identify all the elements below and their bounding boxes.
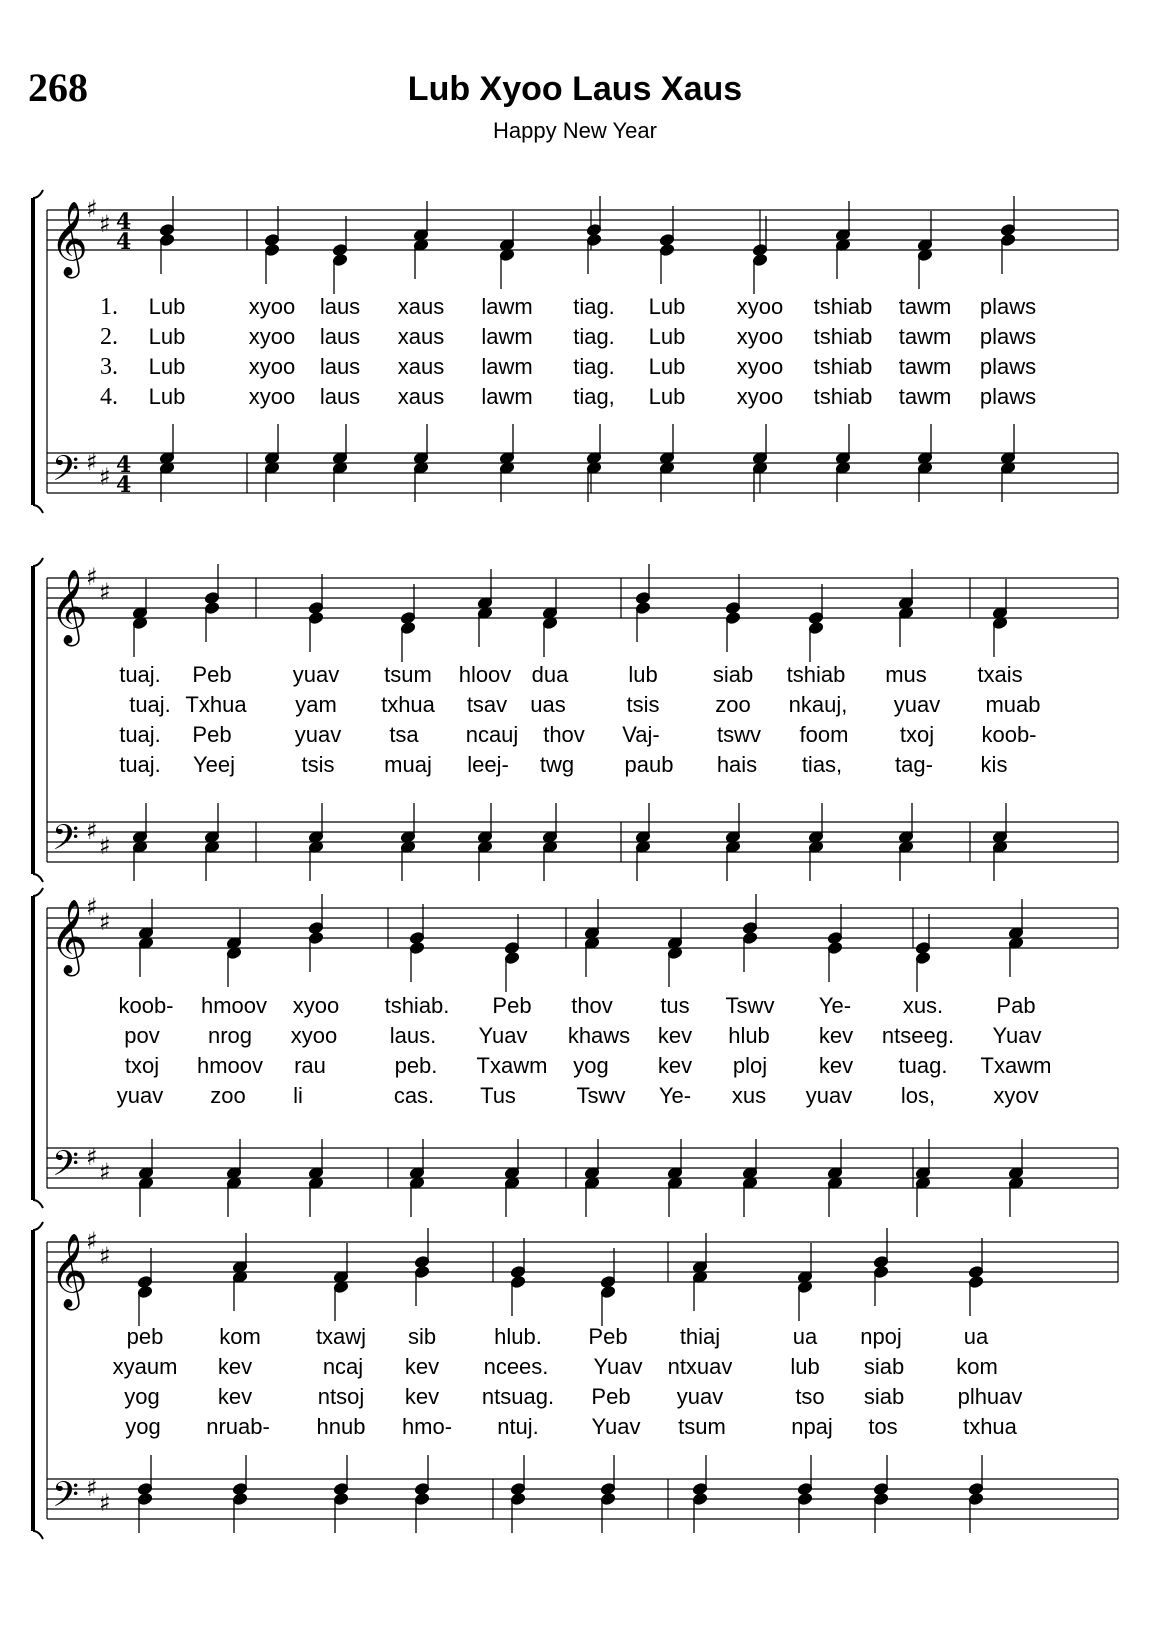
- lyric-syllable: thov: [543, 722, 585, 747]
- lyric-syllable: hloov: [458, 662, 512, 687]
- lyric-syllable: yuav: [116, 1083, 164, 1108]
- lyric-syllable: Vaj-: [622, 722, 660, 747]
- lyric-syllable: Tus: [480, 1083, 516, 1108]
- lyric-syllable: tsav: [466, 692, 508, 717]
- lyric-syllable: xyoo: [736, 354, 784, 379]
- lyric-syllable: cas.: [393, 1083, 435, 1108]
- bass-clef-icon: 𝄢: [52, 1474, 80, 1523]
- lyric-syllable: yuav: [893, 692, 941, 717]
- lyric-syllable: tshiab: [813, 294, 873, 319]
- lyric-syllable: koob-: [981, 722, 1037, 747]
- time-signature: 4: [116, 229, 132, 255]
- lyric-syllable: xaus: [397, 384, 445, 409]
- lyric-syllable: laus: [319, 294, 361, 319]
- lyric-syllable: laus: [319, 384, 361, 409]
- lyric-syllable: ntuj.: [497, 1414, 539, 1439]
- lyric-syllable: plaws: [979, 354, 1037, 379]
- verse-number: 1.: [100, 294, 118, 320]
- lyric-syllable: tawm: [898, 324, 952, 349]
- lyric-syllable: ntsoj: [317, 1384, 365, 1409]
- lyric-syllable: kom: [219, 1324, 261, 1349]
- lyric-syllable: tos: [868, 1414, 898, 1439]
- lyric-syllable: zoo: [210, 1083, 246, 1108]
- lyric-syllable: Lub: [148, 294, 186, 319]
- lyric-syllable: uas: [530, 692, 566, 717]
- lyric-syllable: laus: [319, 354, 361, 379]
- sharp-sign: ♯: [86, 448, 98, 476]
- lyric-syllable: Tswv: [725, 993, 775, 1018]
- lyric-syllable: kev: [217, 1354, 253, 1379]
- lyric-syllable: txoj: [124, 1053, 160, 1078]
- lyric-syllable: kis: [980, 752, 1008, 777]
- lyric-syllable: ploj: [732, 1053, 768, 1078]
- bass-clef-icon: 𝄢: [52, 817, 80, 866]
- lyric-syllable: Txawm: [476, 1053, 548, 1078]
- lyric-syllable: xyoo: [248, 354, 296, 379]
- lyric-syllable: yuav: [294, 722, 342, 747]
- lyric-syllable: yog: [573, 1053, 609, 1078]
- lyric-syllable: thov: [571, 993, 613, 1018]
- lyric-syllable: kev: [217, 1384, 253, 1409]
- lyric-syllable: Peb: [588, 1324, 628, 1349]
- lyric-syllable: kev: [818, 1023, 854, 1048]
- lyric-syllable: tsum: [678, 1414, 726, 1439]
- lyric-syllable: tsis: [626, 692, 660, 717]
- sharp-sign: ♯: [86, 1227, 98, 1255]
- lyric-syllable: tuag.: [898, 1053, 948, 1078]
- sharp-sign: ♯: [99, 210, 111, 238]
- lyric-syllable: xyoo: [290, 1023, 338, 1048]
- lyric-syllable: hmoov: [200, 993, 268, 1018]
- lyric-syllable: Lub: [148, 354, 186, 379]
- lyric-syllable: tshiab: [813, 384, 873, 409]
- lyric-syllable: lawm: [481, 354, 533, 379]
- bracket-top: [33, 1222, 43, 1230]
- lyric-syllable: khaws: [567, 1023, 631, 1048]
- lyric-syllable: nruab-: [206, 1414, 270, 1439]
- lyric-syllable: Yuav: [591, 1414, 641, 1439]
- lyric-syllable: kev: [404, 1354, 440, 1379]
- lyric-syllable: tawm: [898, 384, 952, 409]
- lyric-syllable: tshiab: [786, 662, 846, 687]
- lyric-syllable: plaws: [979, 384, 1037, 409]
- sharp-sign: ♯: [99, 1489, 111, 1517]
- bass-clef-icon: 𝄢: [52, 448, 80, 497]
- sharp-sign: ♯: [86, 893, 98, 921]
- lyric-syllable: tsis: [301, 752, 335, 777]
- lyric-syllable: npaj: [791, 1414, 833, 1439]
- lyric-syllable: tshiab: [813, 324, 873, 349]
- lyric-syllable: dua: [531, 662, 569, 687]
- lyric-syllable: lub: [628, 662, 658, 687]
- lyric-syllable: hnub: [316, 1414, 366, 1439]
- lyric-syllable: ntxuav: [667, 1354, 733, 1379]
- lyric-syllable: txoj: [899, 722, 935, 747]
- lyric-syllable: xyoo: [248, 294, 296, 319]
- lyric-syllable: tawm: [898, 354, 952, 379]
- sharp-sign: ♯: [86, 195, 98, 223]
- lyric-syllable: lub: [790, 1354, 820, 1379]
- lyric-syllable: twg: [539, 752, 575, 777]
- lyric-syllable: xyoo: [248, 384, 296, 409]
- verse-number: 4.: [100, 384, 118, 410]
- lyric-syllable: tsa: [389, 722, 419, 747]
- sharp-sign: ♯: [99, 832, 111, 860]
- lyric-syllable: xyaum: [112, 1354, 178, 1379]
- lyric-syllable: peb: [126, 1324, 164, 1349]
- lyric-syllable: Peb: [492, 993, 532, 1018]
- lyric-syllable: yuav: [805, 1083, 853, 1108]
- lyric-syllable: yam: [295, 692, 337, 717]
- lyric-syllable: tsum: [384, 662, 432, 687]
- lyric-syllable: sib: [407, 1324, 437, 1349]
- lyric-syllable: foom: [799, 722, 849, 747]
- lyric-syllable: laus.: [389, 1023, 437, 1048]
- treble-clef-icon: 𝄞: [50, 202, 88, 276]
- bracket-bottom: [33, 874, 43, 882]
- bracket-bottom: [33, 1531, 43, 1539]
- lyric-syllable: xus: [731, 1083, 767, 1108]
- lyric-syllable: rau: [294, 1053, 326, 1078]
- lyric-syllable: peb.: [394, 1053, 438, 1078]
- sharp-sign: ♯: [86, 563, 98, 591]
- sharp-sign: ♯: [86, 817, 98, 845]
- lyric-syllable: xyoo: [248, 324, 296, 349]
- lyric-syllable: plaws: [979, 324, 1037, 349]
- lyric-syllable: yuav: [292, 662, 340, 687]
- lyric-syllable: Lub: [648, 384, 686, 409]
- lyric-syllable: hais: [716, 752, 758, 777]
- lyric-syllable: tiag,: [573, 384, 615, 409]
- lyric-syllable: li: [293, 1083, 303, 1108]
- lyric-syllable: nrog: [207, 1023, 253, 1048]
- lyric-syllable: hmoov: [196, 1053, 264, 1078]
- lyric-syllable: Yeej: [192, 752, 236, 777]
- lyric-syllable: mus: [885, 662, 927, 687]
- lyric-syllable: xyoo: [736, 384, 784, 409]
- lyric-syllable: Yuav: [992, 1023, 1042, 1048]
- lyric-syllable: txawj: [315, 1324, 367, 1349]
- lyric-syllable: ncaj: [322, 1354, 364, 1379]
- treble-clef-icon: 𝄞: [50, 570, 88, 644]
- lyric-syllable: hmo-: [401, 1414, 453, 1439]
- lyric-syllable: tso: [795, 1384, 825, 1409]
- sharp-sign: ♯: [99, 578, 111, 606]
- lyric-syllable: yuav: [676, 1384, 724, 1409]
- lyric-syllable: paub: [624, 752, 674, 777]
- lyric-syllable: siab: [712, 662, 754, 687]
- lyric-syllable: kev: [657, 1023, 693, 1048]
- lyric-syllable: xaus: [397, 294, 445, 319]
- lyric-syllable: lawm: [481, 324, 533, 349]
- bracket-top: [33, 190, 43, 198]
- lyric-syllable: pov: [124, 1023, 160, 1048]
- time-signature: 4: [116, 209, 132, 235]
- verse-number: 3.: [100, 354, 118, 380]
- lyric-syllable: Peb: [591, 1384, 631, 1409]
- lyric-syllable: siab: [863, 1384, 905, 1409]
- lyric-syllable: ntsuag.: [481, 1384, 555, 1409]
- lyric-syllable: ncees.: [483, 1354, 549, 1379]
- lyric-syllable: los,: [900, 1083, 936, 1108]
- lyric-syllable: tiag.: [573, 294, 615, 319]
- lyric-syllable: plaws: [979, 294, 1037, 319]
- lyric-syllable: xaus: [397, 354, 445, 379]
- sharp-sign: ♯: [86, 1474, 98, 1502]
- lyric-syllable: siab: [863, 1354, 905, 1379]
- lyric-syllable: tiag.: [573, 354, 615, 379]
- lyric-syllable: kev: [657, 1053, 693, 1078]
- lyric-syllable: ua: [792, 1324, 818, 1349]
- sharp-sign: ♯: [86, 1143, 98, 1171]
- lyric-syllable: Ye-: [818, 993, 852, 1018]
- time-signature: 4: [116, 452, 132, 478]
- bracket-top: [33, 558, 43, 566]
- treble-clef-icon: 𝄞: [50, 1234, 88, 1308]
- lyric-syllable: txais: [977, 662, 1023, 687]
- lyric-syllable: Pab: [996, 993, 1036, 1018]
- lyric-syllable: tshiab.: [384, 993, 450, 1018]
- verse-number: 2.: [100, 324, 118, 350]
- lyric-syllable: ntseeg.: [881, 1023, 955, 1048]
- hymn-title: Lub Xyoo Laus Xaus: [407, 70, 743, 108]
- lyric-syllable: kev: [818, 1053, 854, 1078]
- lyric-syllable: muaj: [384, 752, 432, 777]
- lyric-syllable: hlub.: [494, 1324, 542, 1349]
- lyric-syllable: tuaj.: [129, 692, 171, 717]
- lyric-syllable: Txawm: [980, 1053, 1052, 1078]
- sharp-sign: ♯: [99, 463, 111, 491]
- lyric-syllable: nkauj,: [788, 692, 848, 717]
- lyric-syllable: txhua: [963, 1414, 1017, 1439]
- bracket-top: [33, 888, 43, 896]
- lyric-syllable: koob-: [118, 993, 174, 1018]
- lyric-syllable: Yuav: [593, 1354, 643, 1379]
- lyric-syllable: laus: [319, 324, 361, 349]
- lyric-syllable: tiag.: [573, 324, 615, 349]
- sharp-sign: ♯: [99, 908, 111, 936]
- hymn-number: 268: [28, 65, 88, 110]
- lyric-syllable: xyoo: [736, 294, 784, 319]
- lyric-syllable: Lub: [648, 324, 686, 349]
- lyric-syllable: ua: [963, 1324, 989, 1349]
- lyric-syllable: yog: [125, 1414, 161, 1439]
- treble-clef-icon: 𝄞: [50, 900, 88, 974]
- lyric-syllable: muab: [985, 692, 1041, 717]
- lyric-syllable: xaus: [397, 324, 445, 349]
- lyric-syllable: Peb: [192, 722, 232, 747]
- bass-clef-icon: 𝄢: [52, 1143, 80, 1192]
- bracket-bottom: [33, 505, 43, 513]
- lyric-syllable: tias,: [801, 752, 843, 777]
- lyric-syllable: Peb: [192, 662, 232, 687]
- lyric-syllable: kev: [404, 1384, 440, 1409]
- bracket-bottom: [33, 1200, 43, 1208]
- lyric-syllable: xyov: [993, 1083, 1039, 1108]
- lyric-syllable: hlub: [728, 1023, 770, 1048]
- lyric-syllable: ncauj: [465, 722, 519, 747]
- lyric-syllable: Ye-: [658, 1083, 692, 1108]
- lyric-syllable: tawm: [898, 294, 952, 319]
- time-signature: 4: [116, 472, 132, 498]
- lyric-syllable: zoo: [715, 692, 751, 717]
- lyric-syllable: tag-: [895, 752, 933, 777]
- lyric-syllable: leej-: [467, 752, 509, 777]
- lyric-syllable: xyoo: [736, 324, 784, 349]
- lyric-syllable: tswv: [717, 722, 761, 747]
- lyric-syllable: Yuav: [478, 1023, 528, 1048]
- lyric-syllable: thiaj: [679, 1324, 721, 1349]
- lyric-syllable: kom: [956, 1354, 998, 1379]
- lyric-syllable: xus.: [902, 993, 944, 1018]
- sharp-sign: ♯: [99, 1242, 111, 1270]
- lyric-syllable: Txhua: [185, 692, 247, 717]
- lyric-syllable: lawm: [481, 294, 533, 319]
- lyric-syllable: Lub: [148, 384, 186, 409]
- lyric-syllable: tus: [660, 993, 690, 1018]
- hymn-subtitle: Happy New Year: [493, 118, 657, 143]
- lyric-syllable: Tswv: [576, 1083, 626, 1108]
- lyric-syllable: lawm: [481, 384, 533, 409]
- lyric-syllable: plhuav: [957, 1384, 1023, 1409]
- sharp-sign: ♯: [99, 1158, 111, 1186]
- lyric-syllable: tshiab: [813, 354, 873, 379]
- lyric-syllable: txhua: [381, 692, 435, 717]
- lyric-syllable: tuaj.: [119, 662, 161, 687]
- lyric-syllable: Lub: [648, 294, 686, 319]
- lyric-syllable: npoj: [860, 1324, 902, 1349]
- lyric-syllable: xyoo: [292, 993, 340, 1018]
- lyric-syllable: Lub: [648, 354, 686, 379]
- lyric-syllable: tuaj.: [119, 752, 161, 777]
- lyric-syllable: yog: [124, 1384, 160, 1409]
- lyric-syllable: Lub: [148, 324, 186, 349]
- lyric-syllable: tuaj.: [119, 722, 161, 747]
